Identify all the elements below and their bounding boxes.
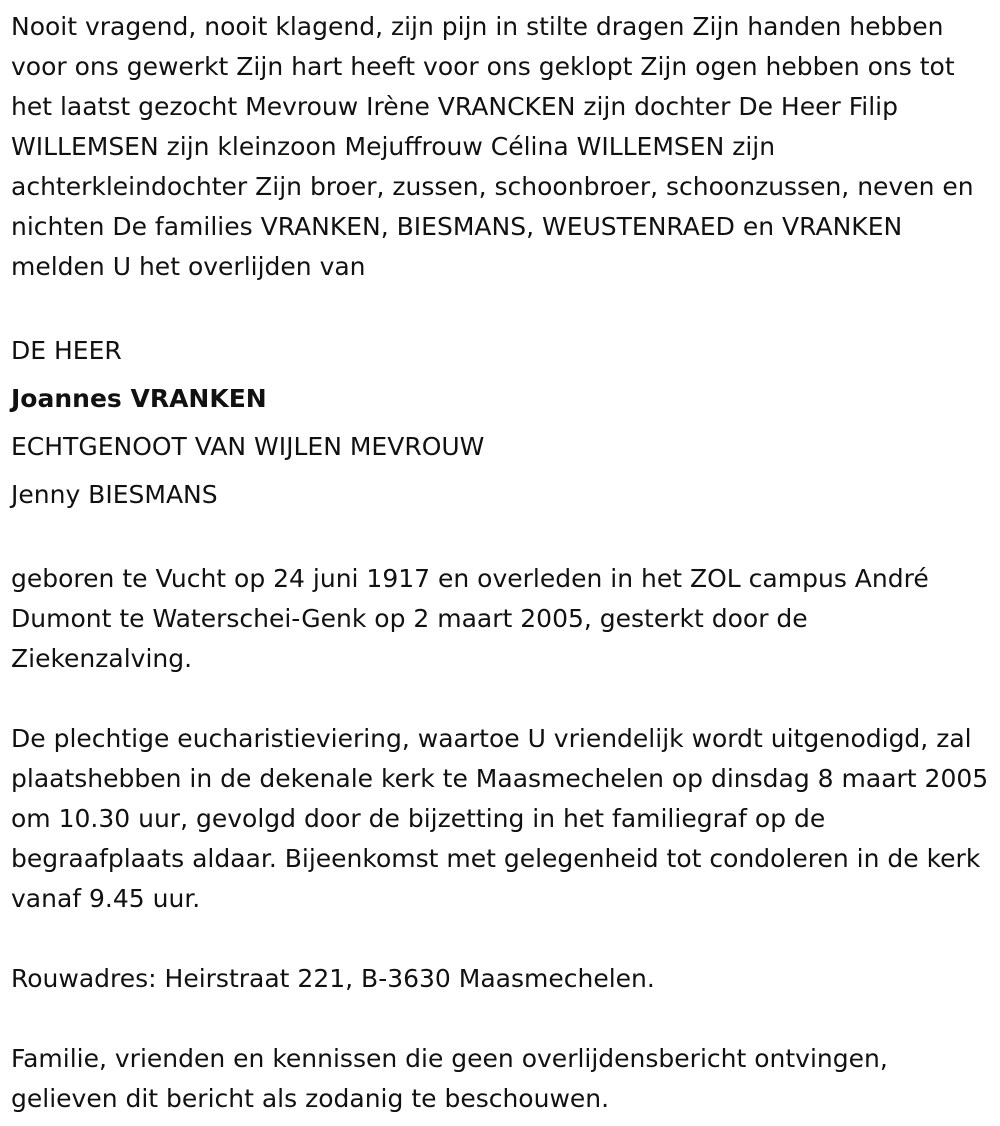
deceased-name: Joannes VRANKEN [11, 384, 267, 413]
birth-death-paragraph: geboren te Vucht op 24 juni 1917 en overleden in het ZOL campus André Dumont te Waterschei-Genk op 2 maart 2005, gesterkt door de Ziekenzalving. [11, 564, 929, 673]
spacer [11, 519, 996, 559]
intro-paragraph: Nooit vragend, nooit klagend, zijn pijn in stilte dragen Zijn handen hebben voor ons gewerkt Zijn hart heeft voor ons geklopt Zijn ogen hebben ons tot het laatst gezocht Mevrouw Irène VRANCKEN zijn dochter De Heer Filip WILLEMSEN zijn kleinzoon Mejuffrouw Célina WILLEMSEN zijn achterkleindochter Zijn broer, zussen, schoonbroer, schoonzussen, neven en nichten De families VRANKEN, BIESMANS, WEUSTENRAED en VRANKEN melden U het overlijden van [11, 12, 974, 281]
ceremony-paragraph: De plechtige eucharistieviering, waartoe U vriendelijk wordt uitgenodigd, zal plaatshebben in de dekenale kerk te Maasmechelen op dinsdag 8 maart 2005 om 10.30 uur, gevolgd door de bijzetting in het familiegraf op de begraafplaats aldaar. Bijeenkomst met gelegenheid tot condoleren in de kerk vanaf 9.45 uur. [11, 724, 989, 913]
title-line: DE HEER [11, 336, 122, 365]
spouse-line: ECHTGENOOT VAN WIJLEN MEVROUW [11, 432, 485, 461]
spacer [11, 679, 996, 719]
address-line: Rouwadres: Heirstraat 221, B-3630 Maasmechelen. [11, 964, 655, 993]
spouse-name: Jenny BIESMANS [11, 480, 218, 509]
spacer [11, 999, 996, 1039]
spacer [11, 287, 996, 327]
closing-paragraph: Familie, vrienden en kennissen die geen overlijdensbericht ontvingen, gelieven dit bericht als zodanig te beschouwen. [11, 1044, 888, 1113]
spacer [11, 919, 996, 959]
